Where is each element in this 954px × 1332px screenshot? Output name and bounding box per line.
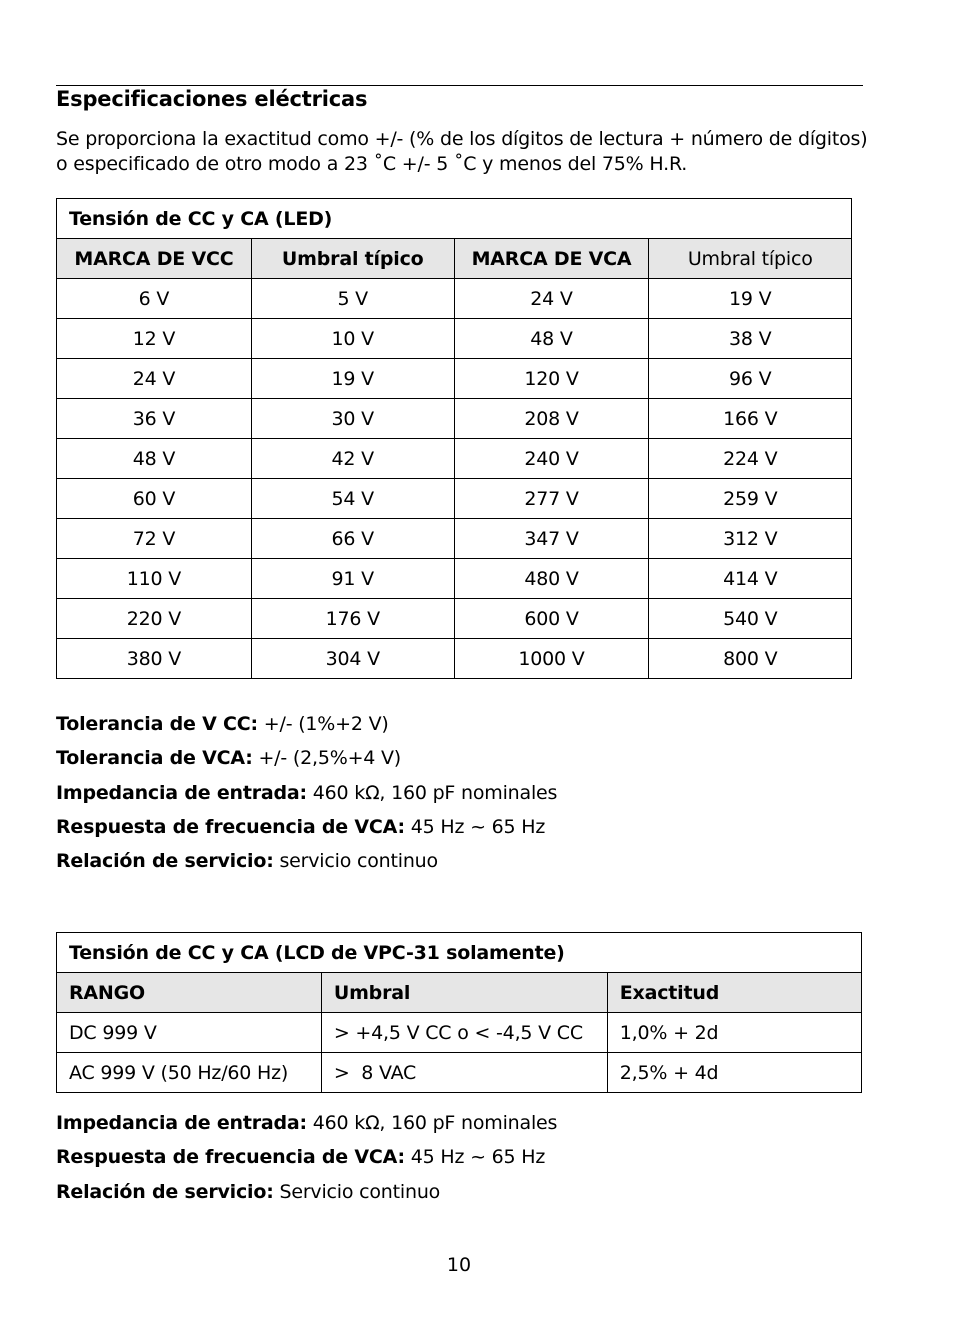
table-cell: 166 V (649, 399, 852, 439)
table-cell: 347 V (454, 519, 649, 559)
table-cell: > +4,5 V CC o < -4,5 V CC (321, 1013, 607, 1053)
spec-value: +/- (2,5%+4 V) (252, 747, 402, 770)
header-cell: Umbral típico (649, 239, 852, 279)
table-cell: DC 999 V (57, 1013, 322, 1053)
led-voltage-table (56, 198, 852, 679)
table-cell: 24 V (57, 359, 252, 399)
intro-paragraph: Se proporciona la exactitud como +/- (% de los dígitos de lectura + número de dígitos) o especificado de otro modo a 23 ˚C +/- 5 ˚C y menos del 75% H.R. (56, 128, 868, 175)
table-cell: 480 V (454, 559, 649, 599)
table-cell: 176 V (251, 599, 454, 639)
table-cell: 380 V (57, 639, 252, 679)
spec-label: Tolerancia de VCA: (56, 747, 253, 770)
spec-label: Respuesta de frecuencia de VCA: (56, 1146, 405, 1169)
table-cell: 96 V (649, 359, 852, 399)
header-cell: MARCA DE VCA (454, 239, 649, 279)
section-title: Especificaciones eléctricas (56, 87, 368, 111)
table-header-row (57, 239, 852, 279)
table-cell: 10 V (251, 319, 454, 359)
table-cell: 12 V (57, 319, 252, 359)
table-row (57, 439, 852, 479)
led-specs (56, 707, 557, 878)
table-row (57, 519, 852, 559)
table-cell: 208 V (454, 399, 649, 439)
header-cell: MARCA DE VCC (57, 239, 252, 279)
table-cell: 19 V (649, 279, 852, 319)
table-cell: 259 V (649, 479, 852, 519)
spec-value: 45 Hz ~ 65 Hz (404, 1146, 546, 1169)
table-cell: 120 V (454, 359, 649, 399)
table-cell: 48 V (454, 319, 649, 359)
table-cell: 42 V (251, 439, 454, 479)
spec-value: +/- (1%+2 V) (257, 713, 389, 735)
table-cell: 48 V (57, 439, 252, 479)
spec-value: 460 kΩ, 160 pF nominales (306, 1112, 558, 1134)
table-cell: 91 V (251, 559, 454, 599)
table-cell: 312 V (649, 519, 852, 559)
table-cell: 240 V (454, 439, 649, 479)
table-caption: Tensión de CC y CA (LED) (57, 199, 852, 239)
table-row (57, 399, 852, 439)
table-row (57, 1013, 862, 1053)
table-row (57, 359, 852, 399)
table-cell: 60 V (57, 479, 252, 519)
table-cell: 304 V (251, 639, 454, 679)
table-cell: 600 V (454, 599, 649, 639)
table-cell: 800 V (649, 639, 852, 679)
table-cell: 220 V (57, 599, 252, 639)
table-cell: 1,0% + 2d (607, 1013, 861, 1053)
table-row (57, 479, 852, 519)
table-cell: 30 V (251, 399, 454, 439)
table-cell: 19 V (251, 359, 454, 399)
spec-line (56, 1140, 557, 1174)
spec-line (56, 810, 557, 844)
table-cell: > 8 VAC (321, 1053, 607, 1093)
spec-line (56, 844, 557, 878)
table-row (57, 639, 852, 679)
table-cell: 224 V (649, 439, 852, 479)
table-cell: 54 V (251, 479, 454, 519)
table-cell: 277 V (454, 479, 649, 519)
table-row (57, 279, 852, 319)
table-cell: 24 V (454, 279, 649, 319)
table-row (57, 559, 852, 599)
table-cell: 6 V (57, 279, 252, 319)
spec-label: Impedancia de entrada: (56, 781, 307, 804)
table-cell: 110 V (57, 559, 252, 599)
spec-label: Relación de servicio: (56, 850, 274, 873)
spec-line (56, 741, 557, 775)
header-cell: Exactitud (607, 973, 861, 1013)
spec-label: Impedancia de entrada: (56, 1112, 307, 1134)
spec-value: Servicio continuo (273, 1180, 441, 1203)
table-cell: 5 V (251, 279, 454, 319)
header-cell: Umbral típico (251, 239, 454, 279)
lcd-voltage-table (56, 932, 862, 1093)
table-row (57, 1053, 862, 1093)
spec-line (56, 776, 557, 810)
spec-label: Respuesta de frecuencia de VCA: (56, 815, 405, 838)
spec-value: 45 Hz ~ 65 Hz (404, 815, 546, 838)
table-row (57, 599, 852, 639)
table-cell: 72 V (57, 519, 252, 559)
header-rule (56, 85, 863, 86)
table-row (57, 319, 852, 359)
table-cell: 1000 V (454, 639, 649, 679)
table-cell: 414 V (649, 559, 852, 599)
table-cell: 66 V (251, 519, 454, 559)
page-number: 10 (446, 1254, 472, 1276)
spec-line (56, 1106, 557, 1140)
spec-value: servicio continuo (273, 850, 438, 873)
spec-line (56, 1175, 557, 1209)
lcd-specs (56, 1106, 557, 1209)
spec-label: Tolerancia de V CC: (56, 713, 258, 735)
spec-line (56, 707, 557, 741)
table-cell: 38 V (649, 319, 852, 359)
table-caption: Tensión de CC y CA (LCD de VPC-31 solamente) (57, 933, 862, 973)
spec-value: 460 kΩ, 160 pF nominales (306, 781, 558, 804)
table-cell: 36 V (57, 399, 252, 439)
table-cell: 540 V (649, 599, 852, 639)
table-cell: AC 999 V (50 Hz/60 Hz) (57, 1053, 322, 1093)
table-header-row (57, 973, 862, 1013)
spec-label: Relación de servicio: (56, 1180, 274, 1203)
table-cell: 2,5% + 4d (607, 1053, 861, 1093)
header-cell: RANGO (57, 973, 322, 1013)
header-cell: Umbral (321, 973, 607, 1013)
